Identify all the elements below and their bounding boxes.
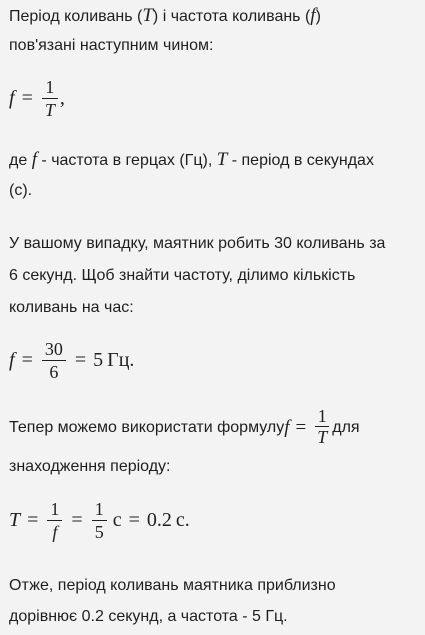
formula1-numerator: 1 (45, 77, 55, 97)
formula1-lhs: f (9, 87, 15, 109)
period-text-equals: = (295, 417, 307, 438)
formula3-numerator-2: 1 (94, 499, 104, 519)
case-line-3: коливань на час: (9, 299, 134, 316)
period-text-b: для (332, 419, 360, 436)
formula3-lhs: T (9, 509, 21, 531)
formula3-fraction-2 (92, 498, 107, 543)
definitions-text-b: - частота в герцах (Гц), (36, 152, 217, 169)
definitions-var-T: T (216, 149, 228, 170)
formula3-fraction-1 (47, 498, 62, 543)
formula3-unit-1: с (112, 509, 122, 531)
formula2-fraction (42, 338, 66, 383)
case-line-1: У вашому випадку, маятник робить 30 коливань за (9, 235, 386, 252)
definitions-line-2: (с). (9, 182, 33, 199)
formula1-equals: = (21, 87, 33, 109)
formula2-equals-1: = (21, 349, 33, 371)
formula2-equals-2: = (74, 349, 87, 371)
formula1-fraction (42, 76, 58, 121)
formula-frequency-calculation (9, 338, 134, 383)
formula3-denominator-2: 5 (94, 522, 104, 542)
formula2-value: 5 (93, 349, 104, 371)
conclusion-line-1: Отже, період коливань маятника приблизно (9, 577, 336, 594)
formula1-comma: , (59, 87, 65, 109)
period-text-var-f: f (284, 417, 290, 438)
formula-frequency-definition (9, 76, 65, 121)
intro-text-c: ) (315, 8, 321, 25)
var-f: f (310, 5, 316, 26)
definitions-line-1 (9, 144, 419, 177)
period-text-numerator: 1 (317, 405, 327, 426)
var-T: T (142, 5, 153, 26)
formula3-value: 0.2 (146, 509, 172, 531)
conclusion-line-2: дорівнює 0.2 секунд, а частота - 5 Гц. (9, 608, 288, 625)
formula3-equals-1: = (27, 509, 39, 531)
intro-line-2: пов'язані наступним чином: (9, 37, 214, 54)
period-text-fraction (315, 406, 329, 447)
formula2-lhs: f (9, 349, 15, 371)
formula3-denominator-1: f (52, 522, 58, 542)
period-text-line-2: знаходження періоду: (9, 458, 171, 475)
intro-text-b: ) і частота коливань ( (152, 8, 311, 25)
formula2-unit: Гц. (107, 349, 135, 371)
definitions-text-c: - період в секундах (227, 152, 374, 169)
period-text-a: Тепер можемо використати формулу (9, 419, 285, 436)
intro-text-a: Період коливань ( (9, 8, 143, 25)
formula3-unit-2: с. (175, 509, 190, 531)
intro-line-1 (9, 0, 419, 33)
definitions-text-a: де (9, 152, 32, 169)
formula3-equals-3: = (128, 509, 140, 531)
period-text-line-1 (9, 406, 419, 450)
period-text-denominator: T (317, 426, 328, 447)
definitions-var-f: f (31, 149, 37, 170)
formula2-denominator: 6 (49, 362, 59, 382)
formula3-numerator-1: 1 (50, 499, 60, 519)
case-line-2: 6 секунд. Щоб знайти частоту, ділимо кількість (9, 267, 356, 284)
formula1-denominator: T (44, 100, 55, 120)
formula-period-calculation (9, 498, 190, 543)
formula2-numerator: 30 (44, 339, 63, 359)
formula3-equals-2: = (71, 509, 83, 531)
